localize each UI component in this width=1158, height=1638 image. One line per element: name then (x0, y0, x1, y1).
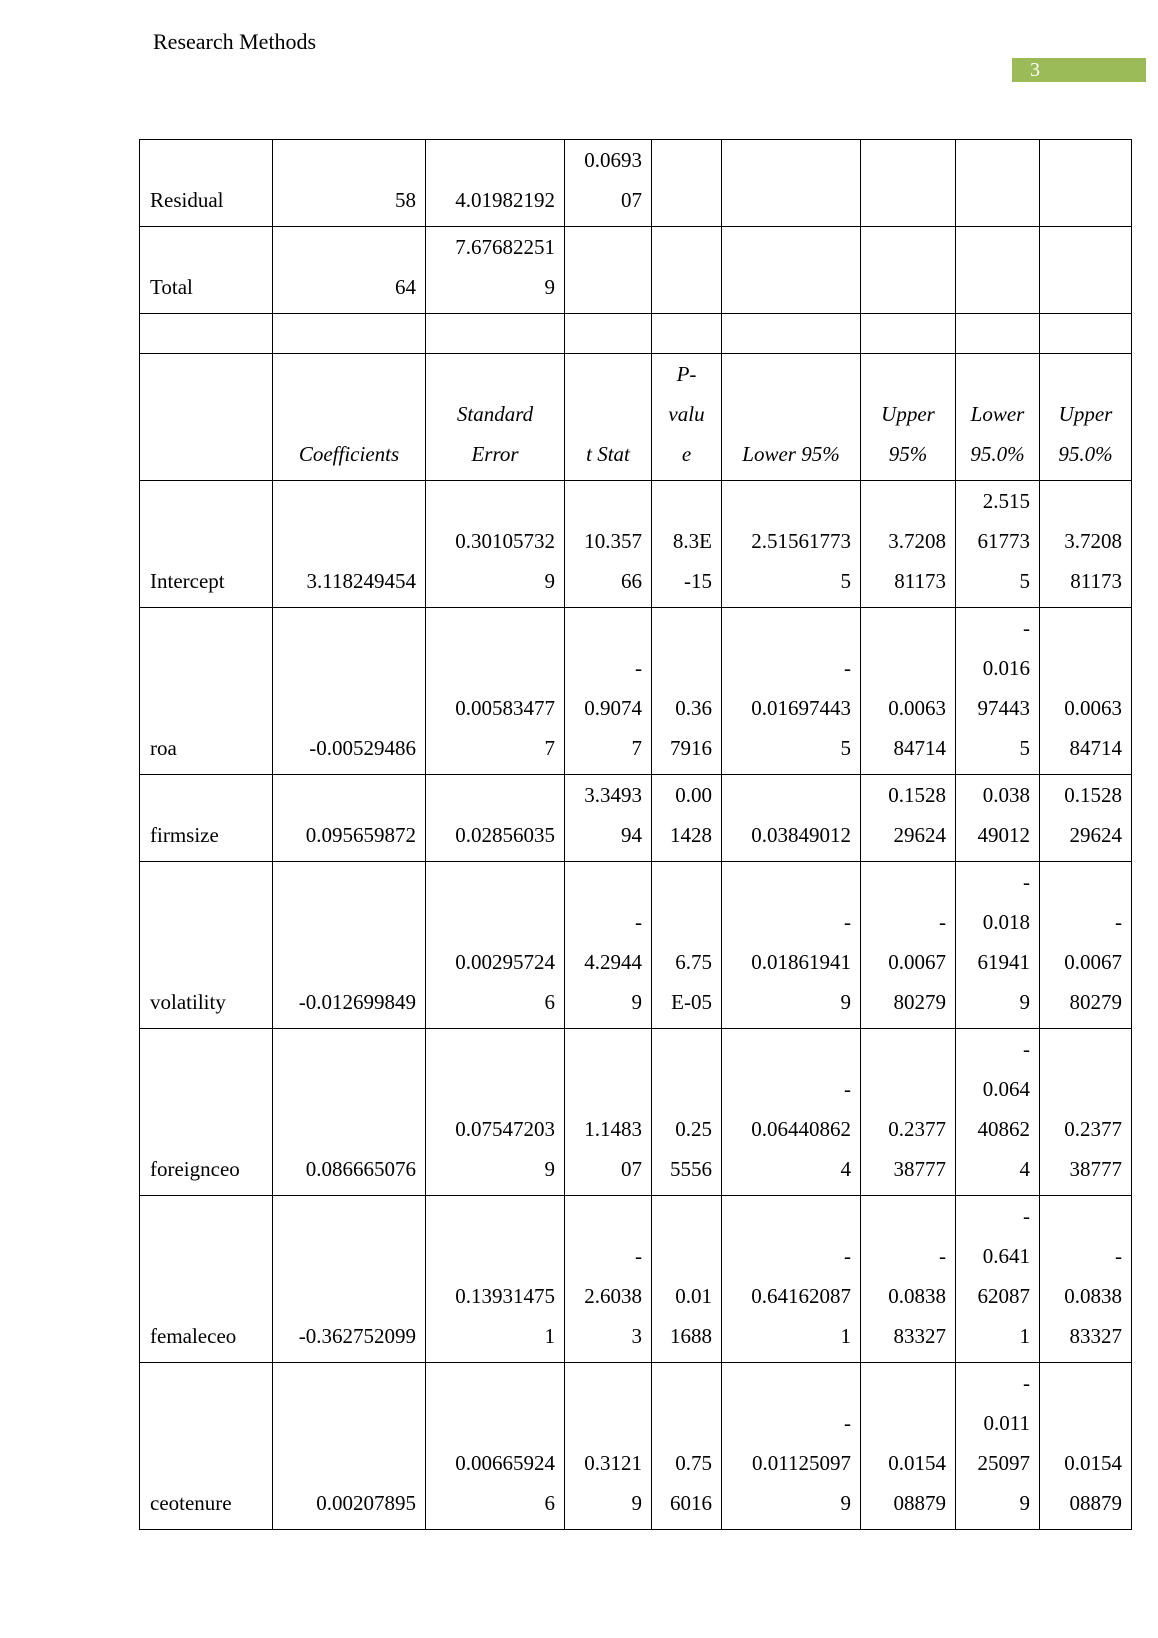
value-cell: - 0.641 62087 1 (956, 1196, 1040, 1363)
value-cell: - 0.064 40862 4 (956, 1029, 1040, 1196)
empty-cell (861, 227, 956, 314)
empty-cell (722, 314, 861, 354)
value-cell: 0.00583477 7 (426, 608, 565, 775)
value-cell: 3.118249454 (273, 481, 426, 608)
anova-row-total (140, 227, 1132, 314)
column-header-lower-95: Lower 95% (722, 354, 861, 481)
value-cell: - 0.0067 80279 (1040, 862, 1132, 1029)
value-cell: - 0.011 25097 9 (956, 1363, 1040, 1530)
empty-cell (426, 314, 565, 354)
value-cell: 0.07547203 9 (426, 1029, 565, 1196)
value-cell: 2.515 61773 5 (956, 481, 1040, 608)
empty-cell (652, 140, 722, 227)
table-row (140, 1196, 1132, 1363)
coefficients-header-row (140, 354, 1132, 481)
value-cell: 3.7208 81173 (1040, 481, 1132, 608)
value-cell: 0.3121 9 (565, 1363, 652, 1530)
row-label: Total (140, 227, 273, 314)
column-header (140, 354, 273, 481)
table-row (140, 1029, 1132, 1196)
table-row (140, 775, 1132, 862)
row-label: femaleceo (140, 1196, 273, 1363)
value-cell: 0.2377 38777 (861, 1029, 956, 1196)
empty-cell (861, 140, 956, 227)
value-cell: 0.0063 84714 (861, 608, 956, 775)
value-cell: 0.02856035 (426, 775, 565, 862)
value-cell: 0.095659872 (273, 775, 426, 862)
empty-cell (861, 314, 956, 354)
value-cell: 2.51561773 5 (722, 481, 861, 608)
value-cell: 3.7208 81173 (861, 481, 956, 608)
value-cell: 0.0154 08879 (1040, 1363, 1132, 1530)
coefficients-body (140, 481, 1132, 1530)
value-cell: - 0.01861941 9 (722, 862, 861, 1029)
value-cell: 8.3E -15 (652, 481, 722, 608)
value-cell: -0.012699849 (273, 862, 426, 1029)
value-cell: 6.75 E-05 (652, 862, 722, 1029)
empty-cell (722, 140, 861, 227)
empty-cell (722, 227, 861, 314)
value-cell: - 0.016 97443 5 (956, 608, 1040, 775)
column-header-upper-95: Upper 95% (861, 354, 956, 481)
value-cell: 0.0154 08879 (861, 1363, 956, 1530)
empty-cell (652, 227, 722, 314)
column-header-standard-error: Standard Error (426, 354, 565, 481)
empty-cell (652, 314, 722, 354)
empty-cell (956, 227, 1040, 314)
value-cell: 10.357 66 (565, 481, 652, 608)
value-cell: 3.3493 94 (565, 775, 652, 862)
value-cell: 0.00295724 6 (426, 862, 565, 1029)
anova-df-cell: 64 (273, 227, 426, 314)
table-row (140, 862, 1132, 1029)
column-header-coefficients: Coefficients (273, 354, 426, 481)
blank-row (140, 314, 1132, 354)
value-cell: 0.00665924 6 (426, 1363, 565, 1530)
empty-cell (1040, 314, 1132, 354)
anova-row-residual (140, 140, 1132, 227)
value-cell: - 4.2944 9 (565, 862, 652, 1029)
table-row (140, 608, 1132, 775)
value-cell: 0.03849012 (722, 775, 861, 862)
value-cell: 0.36 7916 (652, 608, 722, 775)
value-cell: - 2.6038 3 (565, 1196, 652, 1363)
column-header-p-value: P- valu e (652, 354, 722, 481)
row-label: ceotenure (140, 1363, 273, 1530)
empty-cell (956, 314, 1040, 354)
row-label: Residual (140, 140, 273, 227)
value-cell: - 0.06440862 4 (722, 1029, 861, 1196)
anova-df-cell: 58 (273, 140, 426, 227)
value-cell: 0.1528 29624 (1040, 775, 1132, 862)
page-number: 3 (1030, 59, 1040, 81)
value-cell: - 0.018 61941 9 (956, 862, 1040, 1029)
value-cell: 0.30105732 9 (426, 481, 565, 608)
regression-table (139, 139, 1132, 1530)
value-cell: - 0.0067 80279 (861, 862, 956, 1029)
column-header-lower-95-0: Lower 95.0% (956, 354, 1040, 481)
empty-cell (1040, 140, 1132, 227)
empty-cell (956, 140, 1040, 227)
anova-ss-cell: 7.67682251 9 (426, 227, 565, 314)
value-cell: -0.00529486 (273, 608, 426, 775)
value-cell: - 0.9074 7 (565, 608, 652, 775)
value-cell: - 0.01125097 9 (722, 1363, 861, 1530)
value-cell: - 0.01697443 5 (722, 608, 861, 775)
empty-cell (273, 314, 426, 354)
column-header-upper-95-0: Upper 95.0% (1040, 354, 1132, 481)
running-header-title: Research Methods (153, 29, 317, 54)
anova-ss-cell: 4.01982192 (426, 140, 565, 227)
row-label: firmsize (140, 775, 273, 862)
anova-ms-cell: 0.0693 07 (565, 140, 652, 227)
column-header-t-stat: t Stat (565, 354, 652, 481)
empty-cell (140, 314, 273, 354)
row-label: Intercept (140, 481, 273, 608)
row-label: foreignceo (140, 1029, 273, 1196)
value-cell: 0.75 6016 (652, 1363, 722, 1530)
anova-ms-cell (565, 227, 652, 314)
value-cell: 0.1528 29624 (861, 775, 956, 862)
row-label: volatility (140, 862, 273, 1029)
empty-cell (1040, 227, 1132, 314)
value-cell: 0.13931475 1 (426, 1196, 565, 1363)
value-cell: - 0.0838 83327 (1040, 1196, 1132, 1363)
value-cell: 1.1483 07 (565, 1029, 652, 1196)
page-number-bar (1012, 58, 1146, 82)
empty-cell (565, 314, 652, 354)
value-cell: 0.01 1688 (652, 1196, 722, 1363)
value-cell: 0.25 5556 (652, 1029, 722, 1196)
value-cell: 0.038 49012 (956, 775, 1040, 862)
value-cell: 0.2377 38777 (1040, 1029, 1132, 1196)
value-cell: -0.362752099 (273, 1196, 426, 1363)
value-cell: - 0.0838 83327 (861, 1196, 956, 1363)
table-row (140, 481, 1132, 608)
value-cell: 0.086665076 (273, 1029, 426, 1196)
value-cell: - 0.64162087 1 (722, 1196, 861, 1363)
row-label: roa (140, 608, 273, 775)
table-row (140, 1363, 1132, 1530)
value-cell: 0.0063 84714 (1040, 608, 1132, 775)
value-cell: 0.00 1428 (652, 775, 722, 862)
value-cell: 0.00207895 (273, 1363, 426, 1530)
